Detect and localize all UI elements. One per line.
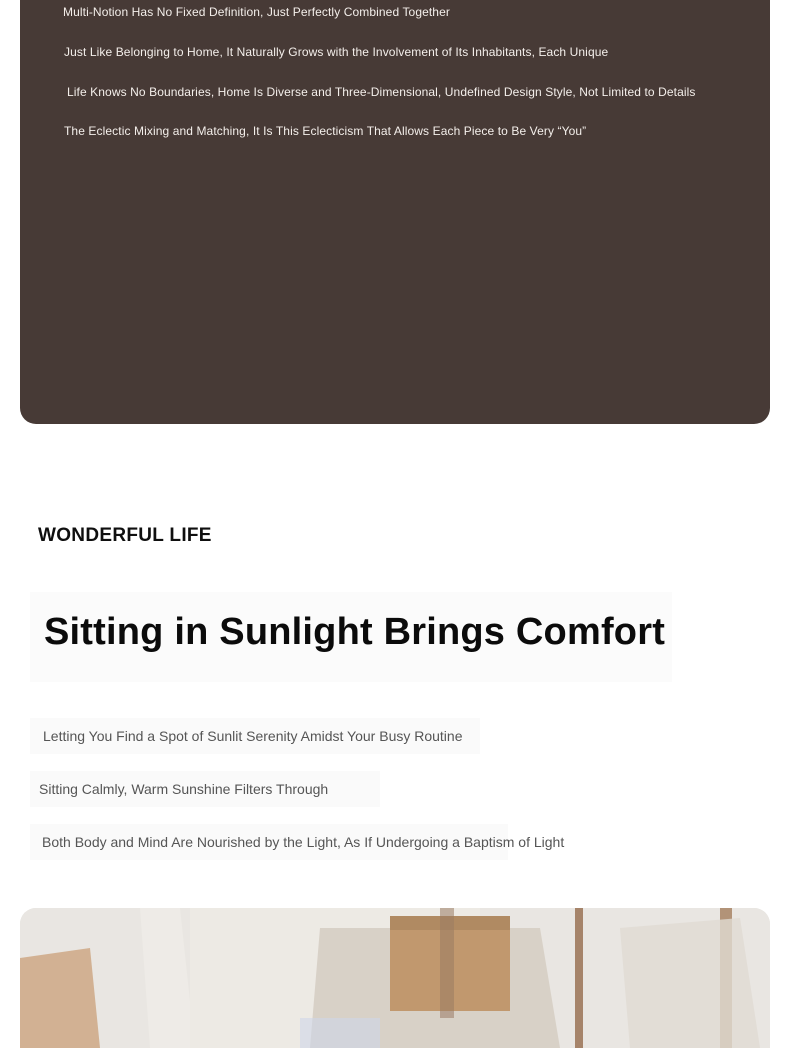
dark-feature-card — [20, 0, 770, 424]
description-line-2: Sitting Calmly, Warm Sunshine Filters Through — [39, 781, 329, 797]
description-line-1: Letting You Find a Spot of Sunlit Serenity Amidst Your Busy Routine — [43, 728, 463, 744]
feature-line-1: Multi-Notion Has No Fixed Definition, Just Perfectly Combined Together — [63, 5, 450, 19]
section-headline: Sitting in Sunlight Brings Comfort — [44, 611, 666, 653]
description-line-3: Both Body and Mind Are Nourished by the Light, As If Undergoing a Baptism of Light — [42, 834, 565, 850]
feature-line-2: Just Like Belonging to Home, It Naturally Grows with the Involvement of Its Inhabitants, Each Unique — [64, 45, 609, 59]
room-photo-illustration — [20, 908, 770, 1048]
feature-line-3: Life Knows No Boundaries, Home Is Diverse and Three-Dimensional, Undefined Design Style, Not Limited to Details — [67, 85, 696, 99]
room-photo — [20, 908, 770, 1048]
feature-line-4: The Eclectic Mixing and Matching, It Is This Eclecticism That Allows Each Piece to Be Very “You” — [64, 124, 587, 138]
section-eyebrow: WONDERFUL LIFE — [38, 525, 212, 546]
